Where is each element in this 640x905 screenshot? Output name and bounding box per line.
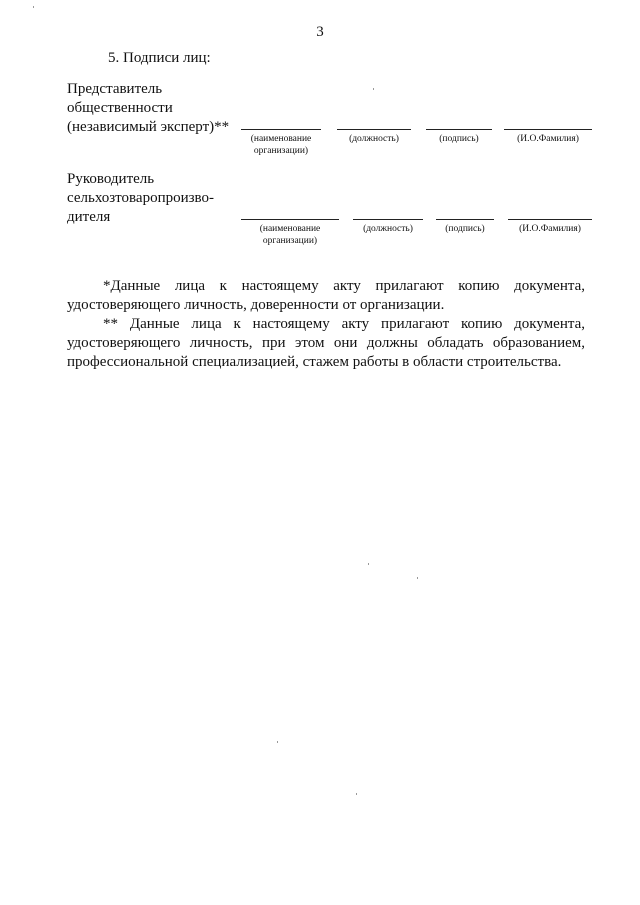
scan-speck — [417, 577, 418, 579]
field-label-sign-2: (подпись) — [445, 224, 485, 234]
signature-line-org-1 — [241, 129, 321, 130]
scan-speck — [373, 88, 374, 90]
signature-line-name-2 — [508, 219, 592, 220]
footnote-2: ** Данные лица к настоящему акту прилагают копию документа, удостоверяющего личность, при этом они должны обладать образованием, профессиональной специализацией, стажем работы в области строительства. — [67, 316, 585, 370]
field-label-name-1: (И.О.Фамилия) — [517, 134, 579, 144]
scan-speck — [356, 793, 357, 795]
signature-line-org-2 — [241, 219, 339, 220]
scan-speck — [368, 563, 369, 565]
signature-line-sign-1 — [426, 129, 492, 130]
footnotes — [67, 277, 585, 372]
field-label-position-1: (должность) — [349, 134, 399, 144]
field-label-org-2: (наименование организации) — [259, 224, 321, 246]
signature-line-sign-2 — [436, 219, 494, 220]
field-label-name-2: (И.О.Фамилия) — [519, 224, 581, 234]
scan-speck — [277, 741, 278, 743]
field-label-org-1: (наименование организации) — [250, 134, 312, 156]
signature-line-name-1 — [504, 129, 592, 130]
scan-speck — [33, 6, 34, 8]
section-title: 5. Подписи лиц: — [108, 50, 211, 66]
page-number: 3 — [316, 24, 324, 40]
signature-line-position-2 — [353, 219, 423, 220]
field-label-sign-1: (подпись) — [439, 134, 479, 144]
signatory-role-2: Руководитель сельхозтоваропроизво-дителя — [67, 171, 215, 225]
signatory-role-1: Представитель общественности (независимый эксперт)** — [67, 81, 230, 135]
signature-line-position-1 — [337, 129, 411, 130]
field-label-position-2: (должность) — [363, 224, 413, 234]
footnote-1: *Данные лица к настоящему акту прилагают копию документа, удостоверяющего личность, доверенности от организации. — [67, 278, 585, 313]
